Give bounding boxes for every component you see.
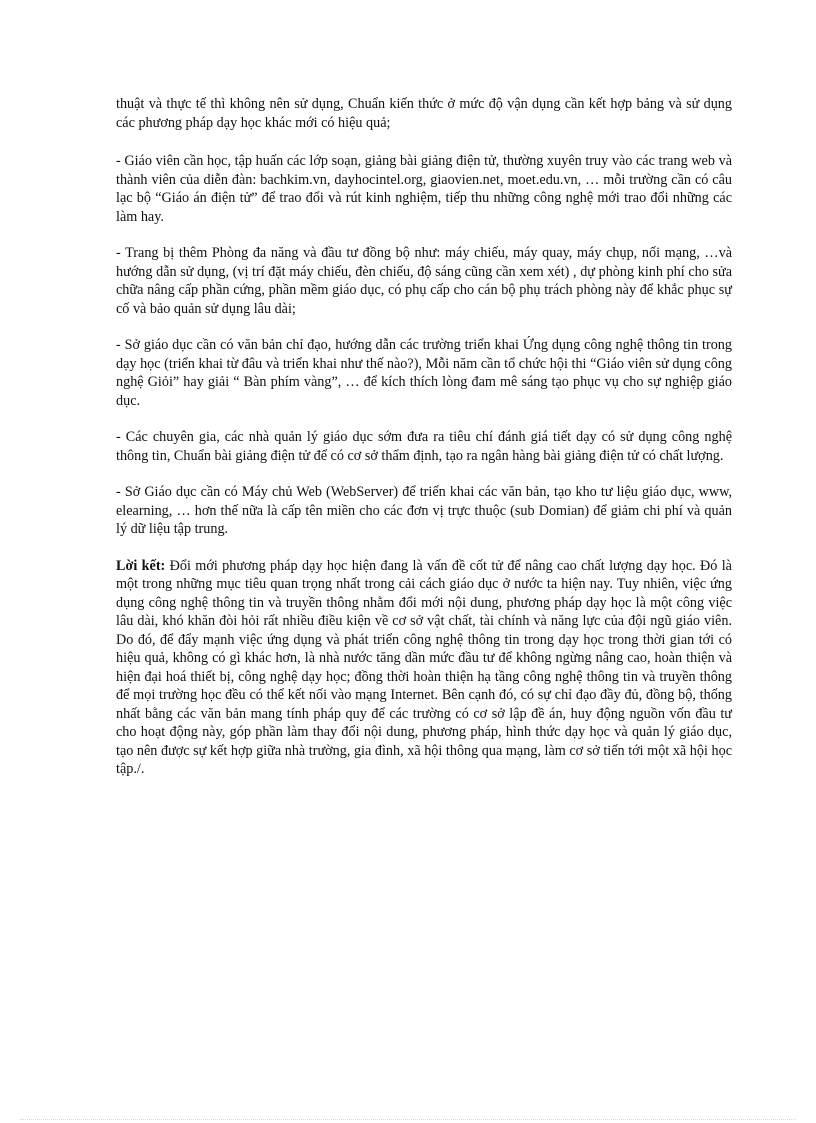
- paragraph-intro-continuation: thuật và thực tế thì không nên sử dụng, Chuẩn kiến thức ở mức độ vận dụng cần kết hợp bảng và sử dụng các phương pháp dạy học khác mới có hiệu quả;: [116, 96, 732, 131]
- paragraph-conclusion: [116, 557, 732, 779]
- paragraph-teacher-training: - Giáo viên cần học, tập huấn các lớp soạn, giảng bài giảng điện tử, thường xuyên truy vào các trang web và thành viên của diễn đàn: bachkim.vn, dayhocintel.org, giaovien.net, moet.edu.vn, … mỗi trường cần có câu lạc bộ “Giáo án điện tử” để trao đổi và rút kinh nghiệm, tiếp thu những công nghệ mới trao đổi những các làm hay.: [116, 153, 732, 225]
- paragraph-multipurpose-room: - Trang bị thêm Phòng đa năng và đầu tư đồng bộ như: máy chiếu, máy quay, máy chụp, nối mạng, …và hướng dẫn sử dụng, (vị trí đặt máy chiếu, đèn chiếu, độ sáng cũng cần xem xét) , dự phòng kinh phí cho sửa chữa nâng cấp phần cứng, phần mềm giáo dục, có phụ cấp cho cán bộ phụ trách phòng này để khắc phục sự cố và bảo quản sử dụng lâu dài;: [116, 245, 732, 317]
- paragraph-web-server: - Sở Giáo dục cần có Máy chủ Web (WebServer) để triển khai các văn bản, tạo kho tư liệu giáo dục, www, elearning, … hơn thế nữa là cấp tên miền cho các đơn vị trực thuộc (sub Domian) để giảm chi phí và quản lý dữ liệu tập trung.: [116, 484, 732, 537]
- conclusion-text: Đổi mới phương pháp dạy học hiện đang là vấn đề cốt tử để nâng cao chất lượng dạy học. Đó là một trong những mục tiêu quan trọng nhất trong cải cách giáo dục ở nước ta hiện nay. Tuy nhiên, việc ứng dụng công nghệ thông tin và truyền thông nhằm đổi mới nội dung, phương pháp dạy học là một công việc lâu dài, khó khăn đòi hỏi rất nhiều điều kiện về cơ sở vật chất, tài chính và năng lực của đội ngũ giáo viên. Do đó, để đẩy mạnh việc ứng dụng và phát triển công nghệ thông tin trong dạy học trong thời gian tới có hiệu quả, không có gì khác hơn, là nhà nước tăng dần mức đầu tư để không ngừng nâng cao, hoàn thiện và hiện đại hoá thiết bị, công nghệ dạy học; đồng thời hoàn thiện hạ tầng công nghệ thông tin và truyền thông để mọi trường học đều có thể kết nối vào mạng Internet. Bên cạnh đó, có sự chỉ đạo đầy đủ, đồng bộ, thống nhất bằng các văn bản mang tính pháp quy để các trường có cơ sở lập đề án, huy động nguồn vốn đầu tư cho hoạt động này, góp phần làm thay đổi nội dung, phương pháp, hình thức dạy học và quản lý giáo dục, tạo nên được sự kết hợp giữa nhà trường, gia đình, xã hội thông qua mạng, làm cơ sở tiến tới một xã hội học tập./.: [116, 557, 732, 777]
- page-bottom-divider: [20, 1119, 796, 1120]
- paragraph-evaluation-criteria: - Các chuyên gia, các nhà quản lý giáo dục sớm đưa ra tiêu chí đánh giá tiết dạy có sử dụng công nghệ thông tin, Chuẩn bài giảng điện tử để có cơ sở thẩm định, tạo ra ngân hàng bài giảng điện tử có chất lượng.: [116, 429, 732, 464]
- conclusion-label: Lời kết:: [116, 557, 166, 574]
- paragraph-department-guidance: - Sở giáo dục cần có văn bản chỉ đạo, hướng dẫn các trường triển khai Ứng dụng công nghệ thông tin trong dạy học (triển khai từ đâu và triển khai như thế nào?), Mỗi năm cần tổ chức hội thi “Giáo viên sử dụng công nghệ Giỏi” hay giải “ Bàn phím vàng”, … để kích thích lòng đam mê sáng tạo phục vụ cho sự nghiệp giáo dục.: [116, 337, 732, 409]
- document-body: [116, 95, 732, 779]
